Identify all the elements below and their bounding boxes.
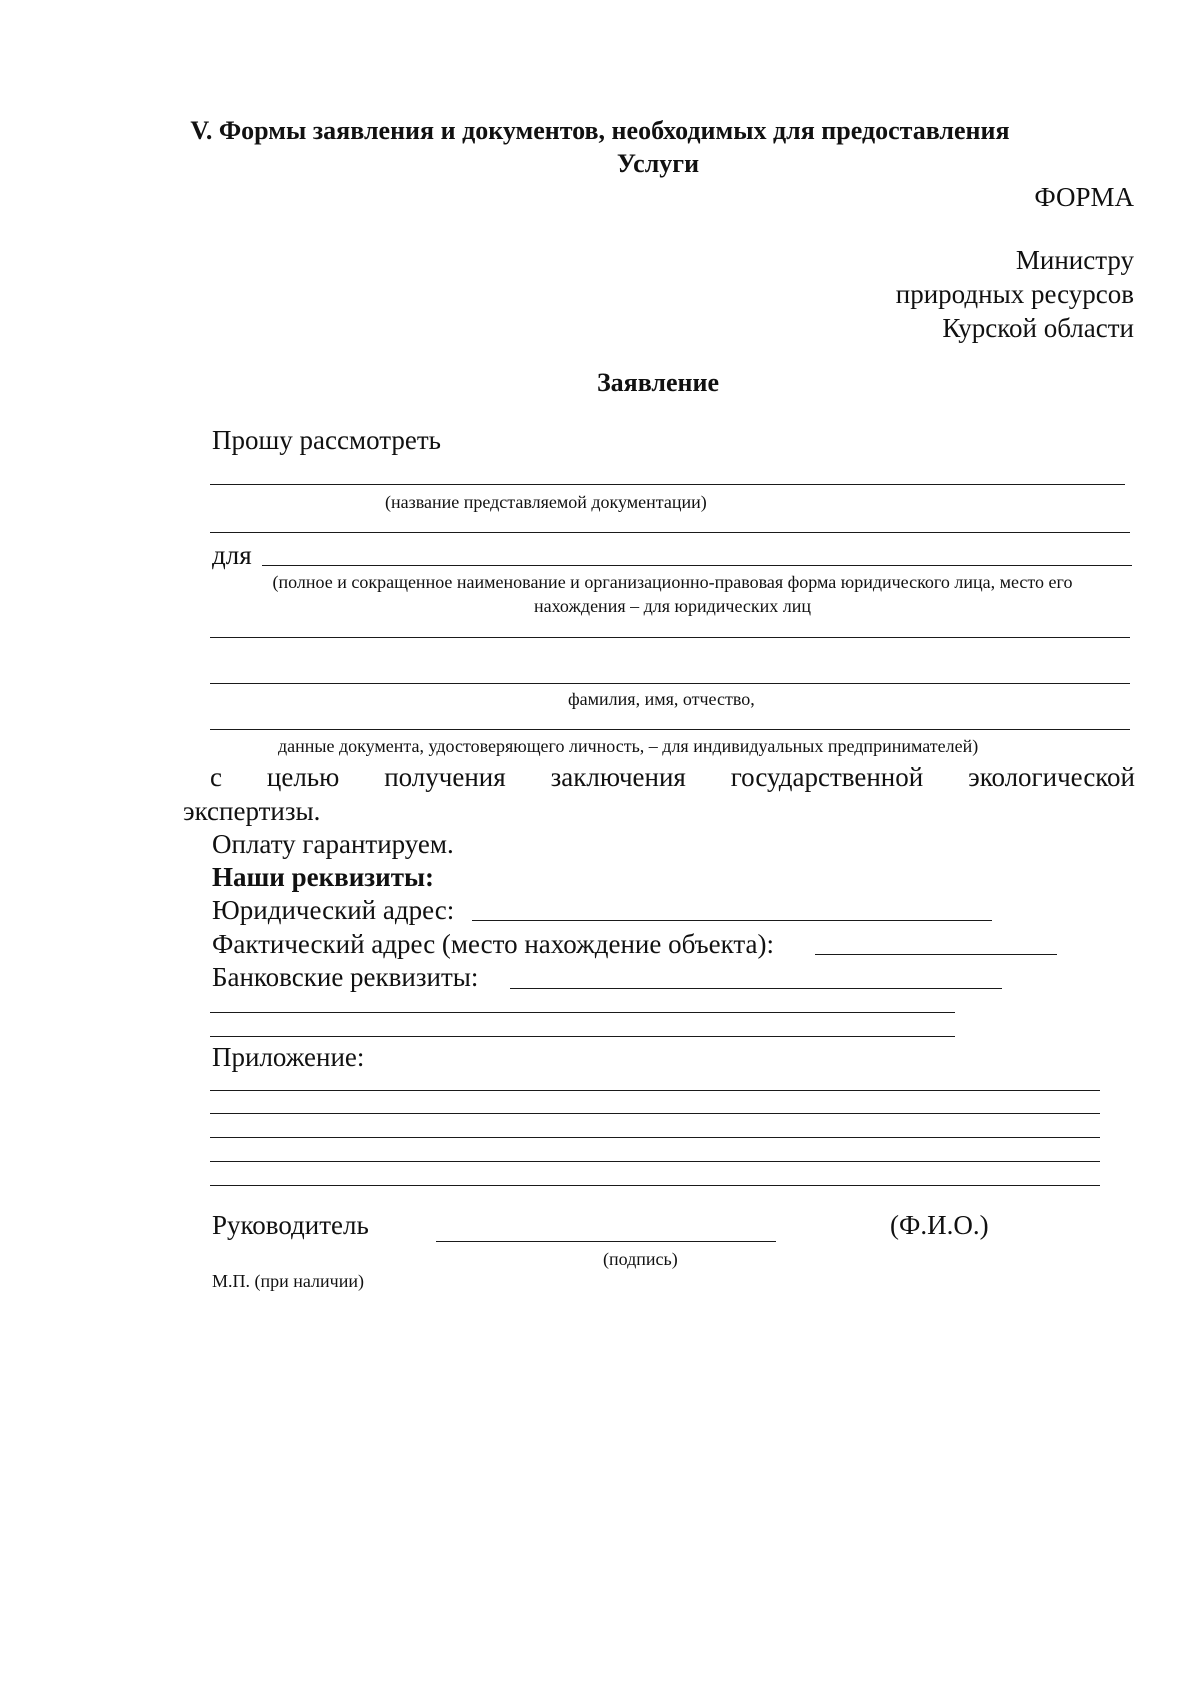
- actual-address-label: Фактический адрес (место нахождение объекта):: [212, 929, 774, 959]
- bank-details-line-2[interactable]: [210, 1012, 955, 1013]
- addressee-line2: природных ресурсов: [895, 279, 1134, 309]
- payment-guarantee: Оплату гарантируем.: [212, 829, 454, 859]
- form-label: ФОРМА: [1034, 182, 1134, 212]
- section-heading-line1: V. Формы заявления и документов, необходимых для предоставления: [190, 116, 1010, 145]
- addressee-line1: Министру: [1015, 245, 1134, 275]
- signature-role: Руководитель: [212, 1210, 369, 1240]
- attachment-line-1[interactable]: [210, 1090, 1100, 1091]
- applicant-line-4[interactable]: [210, 729, 1130, 730]
- fio-caption: фамилия, имя, отчество,: [568, 689, 755, 709]
- for-label: для: [212, 540, 252, 570]
- applicant-line-3[interactable]: [210, 683, 1130, 684]
- addressee-line3: Курской области: [942, 313, 1134, 343]
- purpose-line2: экспертизы.: [183, 796, 321, 826]
- bank-details-line-3[interactable]: [210, 1036, 955, 1037]
- document-title: Заявление: [596, 368, 720, 397]
- request-intro: Прошу рассмотреть: [212, 425, 441, 455]
- stamp-note: М.П. (при наличии): [212, 1271, 364, 1291]
- applicant-line[interactable]: [262, 565, 1132, 566]
- legal-entity-caption-line2: нахождения – для юридических лиц: [533, 596, 811, 616]
- legal-address-label: Юридический адрес:: [212, 895, 455, 925]
- purpose-line1: с целью получения заключения государственной экологической: [210, 762, 1135, 792]
- fio-placeholder: (Ф.И.О.): [890, 1210, 989, 1240]
- attachment-line-3[interactable]: [210, 1137, 1100, 1138]
- section-heading-line2: Услуги: [616, 149, 700, 178]
- attachment-line-2[interactable]: [210, 1113, 1100, 1114]
- bank-details-label: Банковские реквизиты:: [212, 962, 479, 992]
- attachment-line-5[interactable]: [210, 1185, 1100, 1186]
- attachment-line-4[interactable]: [210, 1161, 1100, 1162]
- legal-entity-caption-line1: (полное и сокращенное наименование и организационно-правовая форма юридического лица, место его: [272, 572, 1073, 592]
- signature-field[interactable]: [436, 1241, 776, 1242]
- legal-address-field[interactable]: [472, 920, 992, 921]
- applicant-line-2[interactable]: [210, 637, 1130, 638]
- attachment-label: Приложение:: [212, 1042, 365, 1072]
- signature-caption: (подпись): [603, 1249, 678, 1269]
- requisites-heading: Наши реквизиты:: [212, 862, 435, 892]
- doc-name-line-2[interactable]: [210, 532, 1130, 533]
- doc-name-line[interactable]: [210, 484, 1125, 485]
- id-document-caption: данные документа, удостоверяющего личность, – для индивидуальных предпринимателей): [278, 736, 979, 756]
- bank-details-field[interactable]: [510, 988, 1002, 989]
- doc-name-caption: (название представляемой документации): [385, 492, 707, 512]
- actual-address-field[interactable]: [815, 954, 1057, 955]
